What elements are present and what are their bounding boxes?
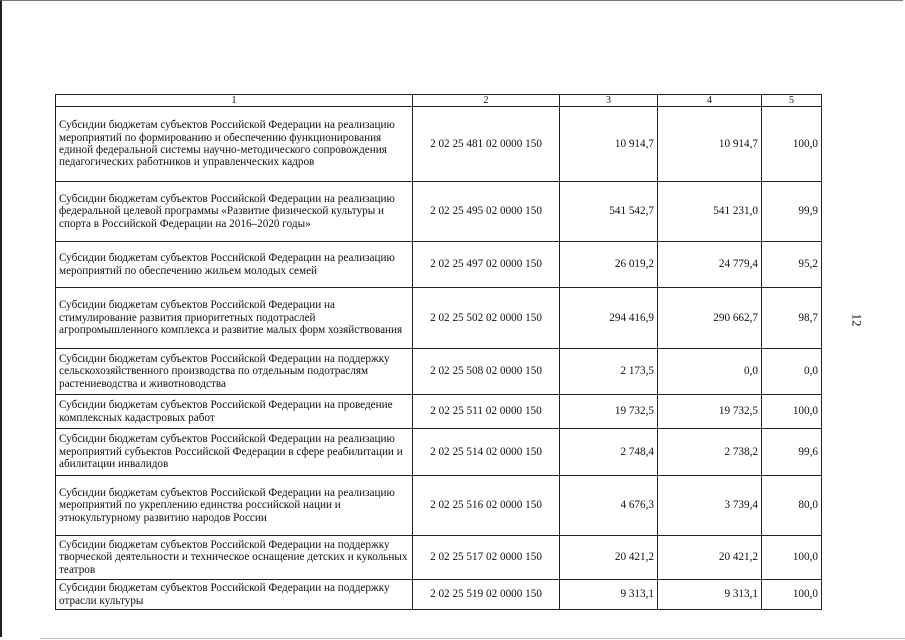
column-header: 5 (762, 95, 822, 107)
row-value-col5: 100,0 (762, 536, 822, 580)
table-row (56, 288, 822, 349)
row-value-col4: 3 739,4 (658, 476, 762, 536)
row-value-col4: 10 914,7 (658, 107, 762, 182)
row-description: Субсидии бюджетам субъектов Российской Федерации на реализацию мероприятий по укреплению единства российской нации и этнокультурному развитию народов России (56, 476, 413, 536)
row-value-col4: 0,0 (658, 349, 762, 395)
row-description: Субсидии бюджетам субъектов Российской Федерации на реализацию мероприятий по формированию и обеспечению функционирования единой федеральной системы научно-методического сопровождения педагогических работников и управленческих кадров (56, 107, 413, 182)
row-description: Субсидии бюджетам субъектов Российской Федерации на реализацию мероприятий субъектов Российской Федерации в сфере реабилитации и абилитации инвалидов (56, 429, 413, 476)
column-header: 3 (560, 95, 658, 107)
table-row (56, 395, 822, 429)
row-code: 2 02 25 516 02 0000 150 (413, 476, 560, 536)
row-value-col5: 100,0 (762, 107, 822, 182)
page-bottom-edge (40, 638, 905, 639)
row-value-col3: 2 173,5 (560, 349, 658, 395)
row-value-col4: 19 732,5 (658, 395, 762, 429)
column-header: 1 (56, 95, 413, 107)
row-code: 2 02 25 481 02 0000 150 (413, 107, 560, 182)
row-description: Субсидии бюджетам субъектов Российской Федерации на реализацию мероприятий по обеспечению жильем молодых семей (56, 242, 413, 288)
row-value-col5: 99,6 (762, 429, 822, 476)
row-code: 2 02 25 508 02 0000 150 (413, 349, 560, 395)
row-code: 2 02 25 497 02 0000 150 (413, 242, 560, 288)
row-description: Субсидии бюджетам субъектов Российской Федерации на стимулирование развития приоритетных подотраслей агропромышленного комплекса и развитие малых форм хозяйствования (56, 288, 413, 349)
table-row (56, 476, 822, 536)
table-row (56, 580, 822, 610)
page-number: 12 (849, 313, 865, 327)
table-row (56, 182, 822, 242)
row-description: Субсидии бюджетам субъектов Российской Федерации на поддержку творческой деятельности и техническое оснащение детских и кукольных театров (56, 536, 413, 580)
row-value-col3: 541 542,7 (560, 182, 658, 242)
row-description: Субсидии бюджетам субъектов Российской Федерации на поддержку отрасли культуры (56, 580, 413, 610)
row-value-col3: 20 421,2 (560, 536, 658, 580)
table-header-row (56, 95, 822, 107)
row-value-col4: 541 231,0 (658, 182, 762, 242)
row-description: Субсидии бюджетам субъектов Российской Федерации на поддержку сельскохозяйственного производства по отдельным подотраслям растениеводства и животноводства (56, 349, 413, 395)
row-code: 2 02 25 517 02 0000 150 (413, 536, 560, 580)
row-value-col3: 19 732,5 (560, 395, 658, 429)
row-code: 2 02 25 495 02 0000 150 (413, 182, 560, 242)
row-value-col3: 10 914,7 (560, 107, 658, 182)
table-row (56, 107, 822, 182)
table-row (56, 429, 822, 476)
row-value-col5: 100,0 (762, 395, 822, 429)
row-description: Субсидии бюджетам субъектов Российской Федерации на проведение комплексных кадастровых работ (56, 395, 413, 429)
column-header: 4 (658, 95, 762, 107)
row-value-col4: 9 313,1 (658, 580, 762, 610)
row-description: Субсидии бюджетам субъектов Российской Федерации на реализацию федеральной целевой программы «Развитие физической культуры и спорта в Российской Федерации на 2016–2020 годы» (56, 182, 413, 242)
row-value-col4: 2 738,2 (658, 429, 762, 476)
row-value-col3: 294 416,9 (560, 288, 658, 349)
row-value-col5: 0,0 (762, 349, 822, 395)
row-value-col3: 9 313,1 (560, 580, 658, 610)
budget-table (55, 94, 822, 610)
row-value-col5: 95,2 (762, 242, 822, 288)
table-row (56, 536, 822, 580)
row-value-col3: 26 019,2 (560, 242, 658, 288)
row-value-col4: 290 662,7 (658, 288, 762, 349)
row-code: 2 02 25 511 02 0000 150 (413, 395, 560, 429)
row-value-col5: 99,9 (762, 182, 822, 242)
column-header: 2 (413, 95, 560, 107)
row-value-col4: 20 421,2 (658, 536, 762, 580)
row-code: 2 02 25 519 02 0000 150 (413, 580, 560, 610)
row-value-col5: 80,0 (762, 476, 822, 536)
row-value-col5: 98,7 (762, 288, 822, 349)
row-value-col5: 100,0 (762, 580, 822, 610)
row-value-col3: 2 748,4 (560, 429, 658, 476)
table-row (56, 349, 822, 395)
table-row (56, 242, 822, 288)
row-code: 2 02 25 514 02 0000 150 (413, 429, 560, 476)
row-code: 2 02 25 502 02 0000 150 (413, 288, 560, 349)
row-value-col4: 24 779,4 (658, 242, 762, 288)
row-value-col3: 4 676,3 (560, 476, 658, 536)
